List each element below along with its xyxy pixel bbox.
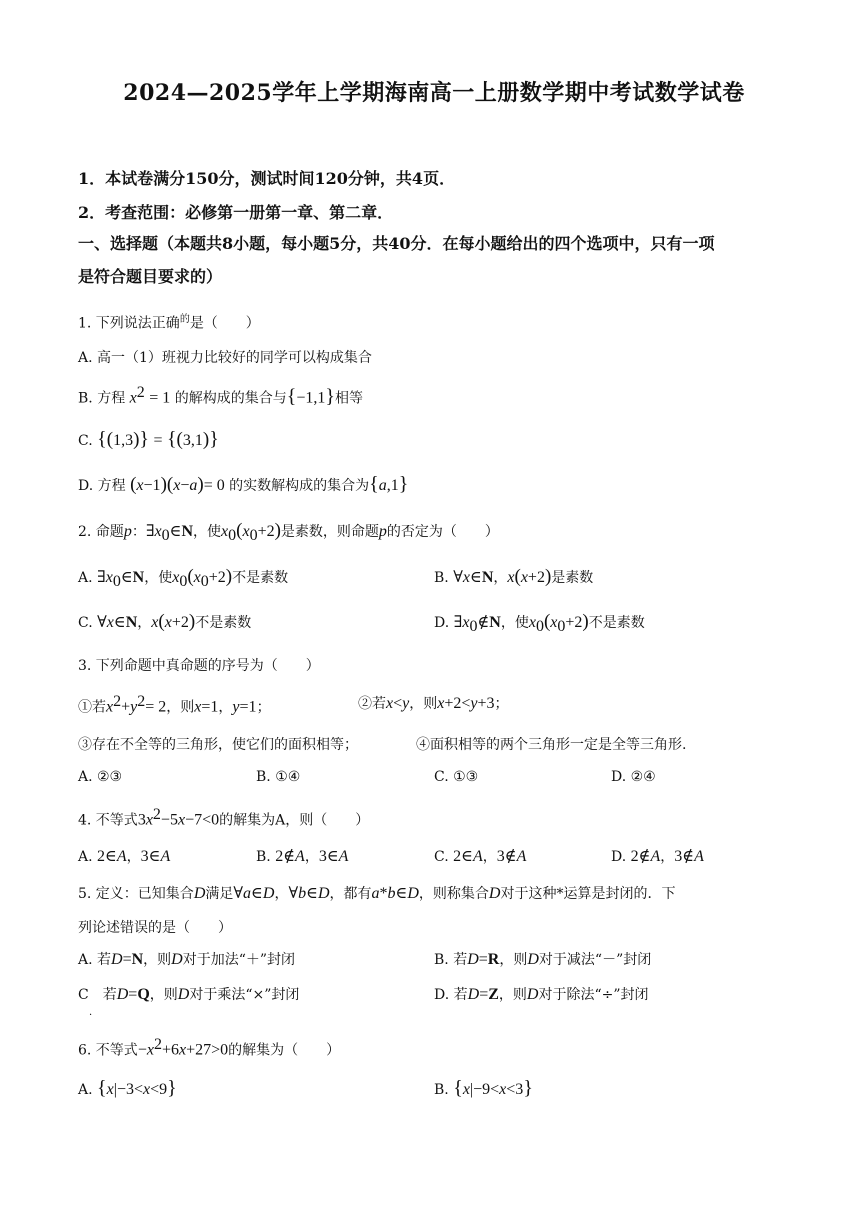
question-4-option-a: A. 2∈A，3∈A (78, 848, 171, 865)
question-1-stem: 1. 下列说法正确$^的$是（ ） (78, 314, 260, 332)
section-heading: 一、选择题（本题共8小题，每小题5分，共40分．在每小题给出的四个选项中，只有一项 是符合题目要求的） (78, 234, 715, 286)
question-2-option-a: A. $\exists x_0\in N$，使$x_0(x_0+2)$不是素数 (78, 566, 289, 590)
question-3-statement-1: ①若$x^2+y^2= 2$，则x=1，y=1； (78, 693, 271, 716)
question-1-option-a: A. 高一（1）班视力比较好的同学可以构成集合 (78, 350, 372, 366)
question-1-option-c: C. {(1,3)} = {(3,1)} (78, 428, 219, 450)
question-2-option-b: B. ∀x∈N，x(x+2)是素数 (434, 566, 594, 587)
question-5-stem-line-1: 5. 定义：已知集合D满足∀a∈D，∀b∈D，都有a*b∈D，则称集合D对于这种*运算是封闭的．下 (78, 885, 676, 902)
stray-mark: · (89, 1010, 93, 1021)
question-2-option-c: C. ∀x∈N，x(x+2)不是素数 (78, 611, 252, 632)
question-5-option-b: B. 若D=R，则D对于减法“－”封闭 (434, 951, 652, 968)
question-3-option-d: D. ②④ (611, 769, 656, 785)
question-3-option-b: B. ①④ (256, 769, 301, 785)
question-3-statement-3: ③存在不全等的三角形，使它们的面积相等； (78, 737, 358, 753)
question-5-option-a: A. 若D=N，则D对于加法“＋”封闭 (78, 951, 296, 968)
page-title: 2024—2025学年上学期海南高一上册数学期中考试数学试卷 (123, 80, 745, 106)
question-3-statement-2: ②若x<y，则x+2<y+3； (358, 695, 509, 712)
question-3-stem: 3. 下列命题中真命题的序号为（ ） (78, 658, 320, 674)
question-4-stem: 4. 不等式$3x^2-5x-7<0$的解集为A，则（ ） (78, 806, 370, 829)
question-3-statement-4: ④面积相等的两个三角形一定是全等三角形. (416, 737, 687, 753)
question-2-stem: 2. 命题p：$\exists x_0\in N$，使$x_0(x_0+2)$是素数，则命题p的否定为（ ） (78, 520, 499, 544)
question-3-option-a: A. ②③ (78, 769, 123, 785)
question-4-option-c: C. 2∈A，3∉A (434, 848, 527, 865)
note-1: 1．本试卷满分150分，测试时间120分钟，共4页． (78, 169, 456, 188)
question-4-option-d: D. 2∉A，3∉A (611, 848, 704, 865)
question-6-stem: 6. 不等式$-x^2+6x+27>0$的解集为（ ） (78, 1036, 341, 1059)
question-4-option-b: B. 2∉A，3∈A (256, 848, 349, 865)
question-1-option-d: D. 方程 (x−1)(x−a)= 0 的实数解构成的集合为{a,1} (78, 473, 409, 495)
question-3-option-c: C. ①③ (434, 769, 479, 785)
question-5-option-d: D. 若D=Z，则D对于除法“÷”封闭 (434, 986, 649, 1003)
question-5-option-c: C 若D=Q，则D对于乘法“×”封闭 (78, 986, 300, 1003)
note-2: 2．考查范围：必修第一册第一章、第二章． (78, 203, 394, 222)
question-5-stem-line-2: 列论述错误的是（ ） (78, 920, 232, 936)
question-2-option-d: D. $\exists x_0\notin N$，使$x_0(x_0+2)$不是素数 (434, 611, 645, 635)
question-1-option-b: B. 方程 $x^2 = 1$ 的解构成的集合与{−1,1}相等 (78, 384, 363, 408)
question-6-option-b: B. {x|−9<x<3} (434, 1077, 533, 1099)
question-6-option-a: A. {x|−3<x<9} (78, 1077, 177, 1099)
